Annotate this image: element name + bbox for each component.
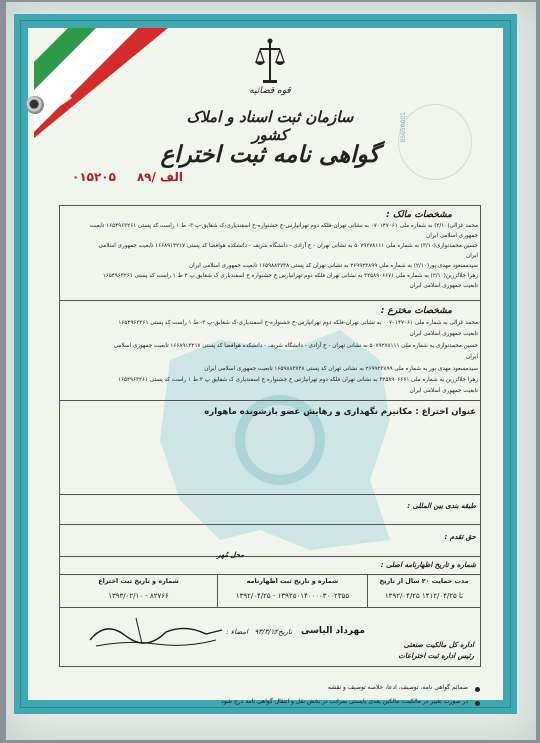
- divider-dates: [59, 607, 481, 608]
- seal-place-label: محل مُهر: [217, 551, 244, 559]
- seal-number: 05050001: [400, 112, 407, 143]
- inventor-line-2: تابعیت جمهوری اسلامی ایران: [409, 331, 478, 337]
- owner-line-7: تابعیت جمهوری اسلامی ایران: [409, 283, 478, 289]
- divider-inventors: [59, 400, 481, 401]
- divider-classification: [59, 524, 481, 525]
- owner-line-4: ایران: [466, 253, 478, 259]
- owner-line-3: حسین محمدنوازی(۳/۱۰) به شماره ملی ۵۰۷۹۲۷۸۱۱۱ به نشانی تهران - خ آزادی - دانشگاه شریف - دانشکده هوافضا کد پستی ۱۶۶۸۹۱۳۲۱۷ تابعیت جمهوری اسلامی: [98, 243, 478, 249]
- date-value: ۹۳/۳/۱۲: [254, 628, 278, 636]
- signature-label: امضاء :: [226, 628, 248, 636]
- protection-value: ۱۳۹۲/۰۴/۲۵ تا ۱۴۱۲/۰۴/۲۵: [384, 592, 464, 600]
- serial-series: الف /۸۹: [136, 170, 183, 184]
- intl-classification-label: طبقه بندی بین المللی :: [407, 502, 476, 510]
- divider-col1: [217, 574, 218, 607]
- footer-bullet-1: [475, 687, 480, 692]
- official-name: مهرداد الیاسی: [300, 626, 365, 636]
- serial-code: ۰۱۵۲۰۵: [72, 170, 116, 184]
- organization-name: سازمان ثبت اسناد و املاک کشور: [186, 108, 354, 144]
- divider-priority: [59, 556, 481, 557]
- original-declaration-label: شماره و تاریخ اظهارنامه اصلی :: [380, 561, 476, 569]
- owners-heading: مشخصات مالک :: [386, 210, 452, 220]
- divider-owners: [59, 300, 481, 301]
- registration-label: شماره و تاریخ ثبت اختراع: [98, 577, 179, 585]
- protection-label: مدت حمایت ۲۰ سال از تاریخ: [379, 577, 469, 585]
- footer-bullet-2: [475, 701, 480, 706]
- footer-line-1: ضمائم گواهی نامه، توصیف، ادعا، خلاصه توصیف و نقشه: [327, 684, 468, 691]
- office-line-2: رئیس اداره ثبت اختراعات: [398, 652, 474, 660]
- inventor-line-3: حسین محمدنوازی به شماره ملی ۵۰۷۹۲۷۸۱۱۱ به نشانی تهران - خ آزادی - دانشگاه شریف - دانشکده هوافضا کد پستی ۱۶۶۸۹۱۳۲۱۷ تابعیت جمهوری اسلامی: [113, 343, 478, 349]
- invention-title: عنوان اختراع : مکانیزم نگهداری و رهایش عضو بازشونده ماهواره: [204, 407, 476, 417]
- judiciary-scales-emblem: [255, 38, 285, 86]
- inventor-line-7: تابعیت جمهوری اسلامی ایران: [409, 388, 478, 394]
- date-label: تاریخ :: [273, 628, 292, 636]
- inventor-line-4: ایران: [466, 354, 478, 360]
- certificate-title: گواهی نامه ثبت اختراع: [160, 142, 380, 168]
- owner-line-6: زهرا جلالزرین(۲/۱۰) به شماره ملی ۳۲۵۸۹۰۶۶۷۱ به نشانی تهران فلکه دوم تهرانپارس خ جشنواره خ اسفندیاری ک شقایق پ ۳ ط ۱ راست کد پستی ۱۶۵۴۹۶۳۲۶۱: [102, 273, 478, 279]
- inventor-line-6: زهرا جلالزرین به شماره ملی ۳۲۵۸۹۰۶۶۷۱ به نشانی تهران فلکه دوم تهرانپارس خ جشنواره خ اسفندیاری ک شقایق پ ۳ ط ۱ راست کد پستی ۱۶۵۴۹۶۳۲۶۱: [117, 377, 478, 383]
- watermark-seal: [398, 104, 472, 180]
- owner-line-1: محمد غزالی(۳/۱۰) به شماره ملی ۰۷۰۱۴۷۰۶۱ به نشانی تهران-فلکه دوم تهرانپارس-خ جشنواره-خ اسفندیاری-ک شقایق-پ ۳- ط ۱ راست کد پستی ۱۶۵۴۹۶۳۲۶۱ تابعیت: [89, 223, 478, 229]
- declaration-label: شماره و تاریخ ثبت اظهارنامه: [246, 577, 339, 585]
- divider-declaration: [59, 574, 481, 575]
- handwritten-signature: [86, 610, 226, 652]
- footer-line-2: در صورت تغییر در مالکیت، مالکین بعدی بایستی بمراتب در بخش نقل و انتقال گواهی نامه درج شود: [221, 698, 468, 705]
- divider-col2: [367, 574, 368, 607]
- priority-label: حق تقدم :: [444, 533, 476, 541]
- serial-number: [62, 170, 183, 184]
- judiciary-label: قوه قضائیه: [249, 86, 291, 96]
- iran-flag-ribbon: [34, 28, 174, 138]
- inventor-line-5: سیدمسعود مهدی پور به شماره ملی ۲۶۹۹۲۳۸۹۹ به نشانی تهران کد پستی ۱۶۵۹۸۸۳۷۳۸ تابعیت جمهوری اسلامی ایران: [204, 366, 478, 372]
- registration-value: ۱۳۹۳/۰۲/۱۰ - ۸۲۷۶۶: [108, 592, 169, 600]
- declaration-value: ۱۳۹۲/۰۴/۲۵ - ۱۳۹۲۵۰۱۴۰۰۰۰۳۰۰۲۳۵۵: [235, 592, 350, 600]
- inventor-line-1: محمد غزالی به شماره ملی ۰۰۷۰۱۴۷۰۶۱ به نشانی تهران-فلکه دوم تهرانپارس-خ جشنواره-خ اسفندیاری-ک شقایق-پ ۳- ط ۱ راست کد پستی ۱۶۵۴۹۶۳۲۶۱: [118, 320, 478, 326]
- owner-line-2: جمهوری اسلامی ایران: [426, 233, 478, 239]
- office-line-1: اداره کل مالکیت صنعتی: [403, 641, 474, 649]
- owner-line-5: سیدمسعود مهدی پور(۲/۱۰) به شماره ملی ۲۶۹۹۲۳۸۹۹ به نشانی تهران کد پستی ۱۶۵۹۸۸۳۷۳۸ تابعیت جمهوری اسلامی ایران: [188, 263, 478, 269]
- punch-hole: [26, 96, 44, 114]
- inventors-heading: مشخصات مخترع :: [380, 306, 452, 316]
- divider-title: [59, 494, 481, 495]
